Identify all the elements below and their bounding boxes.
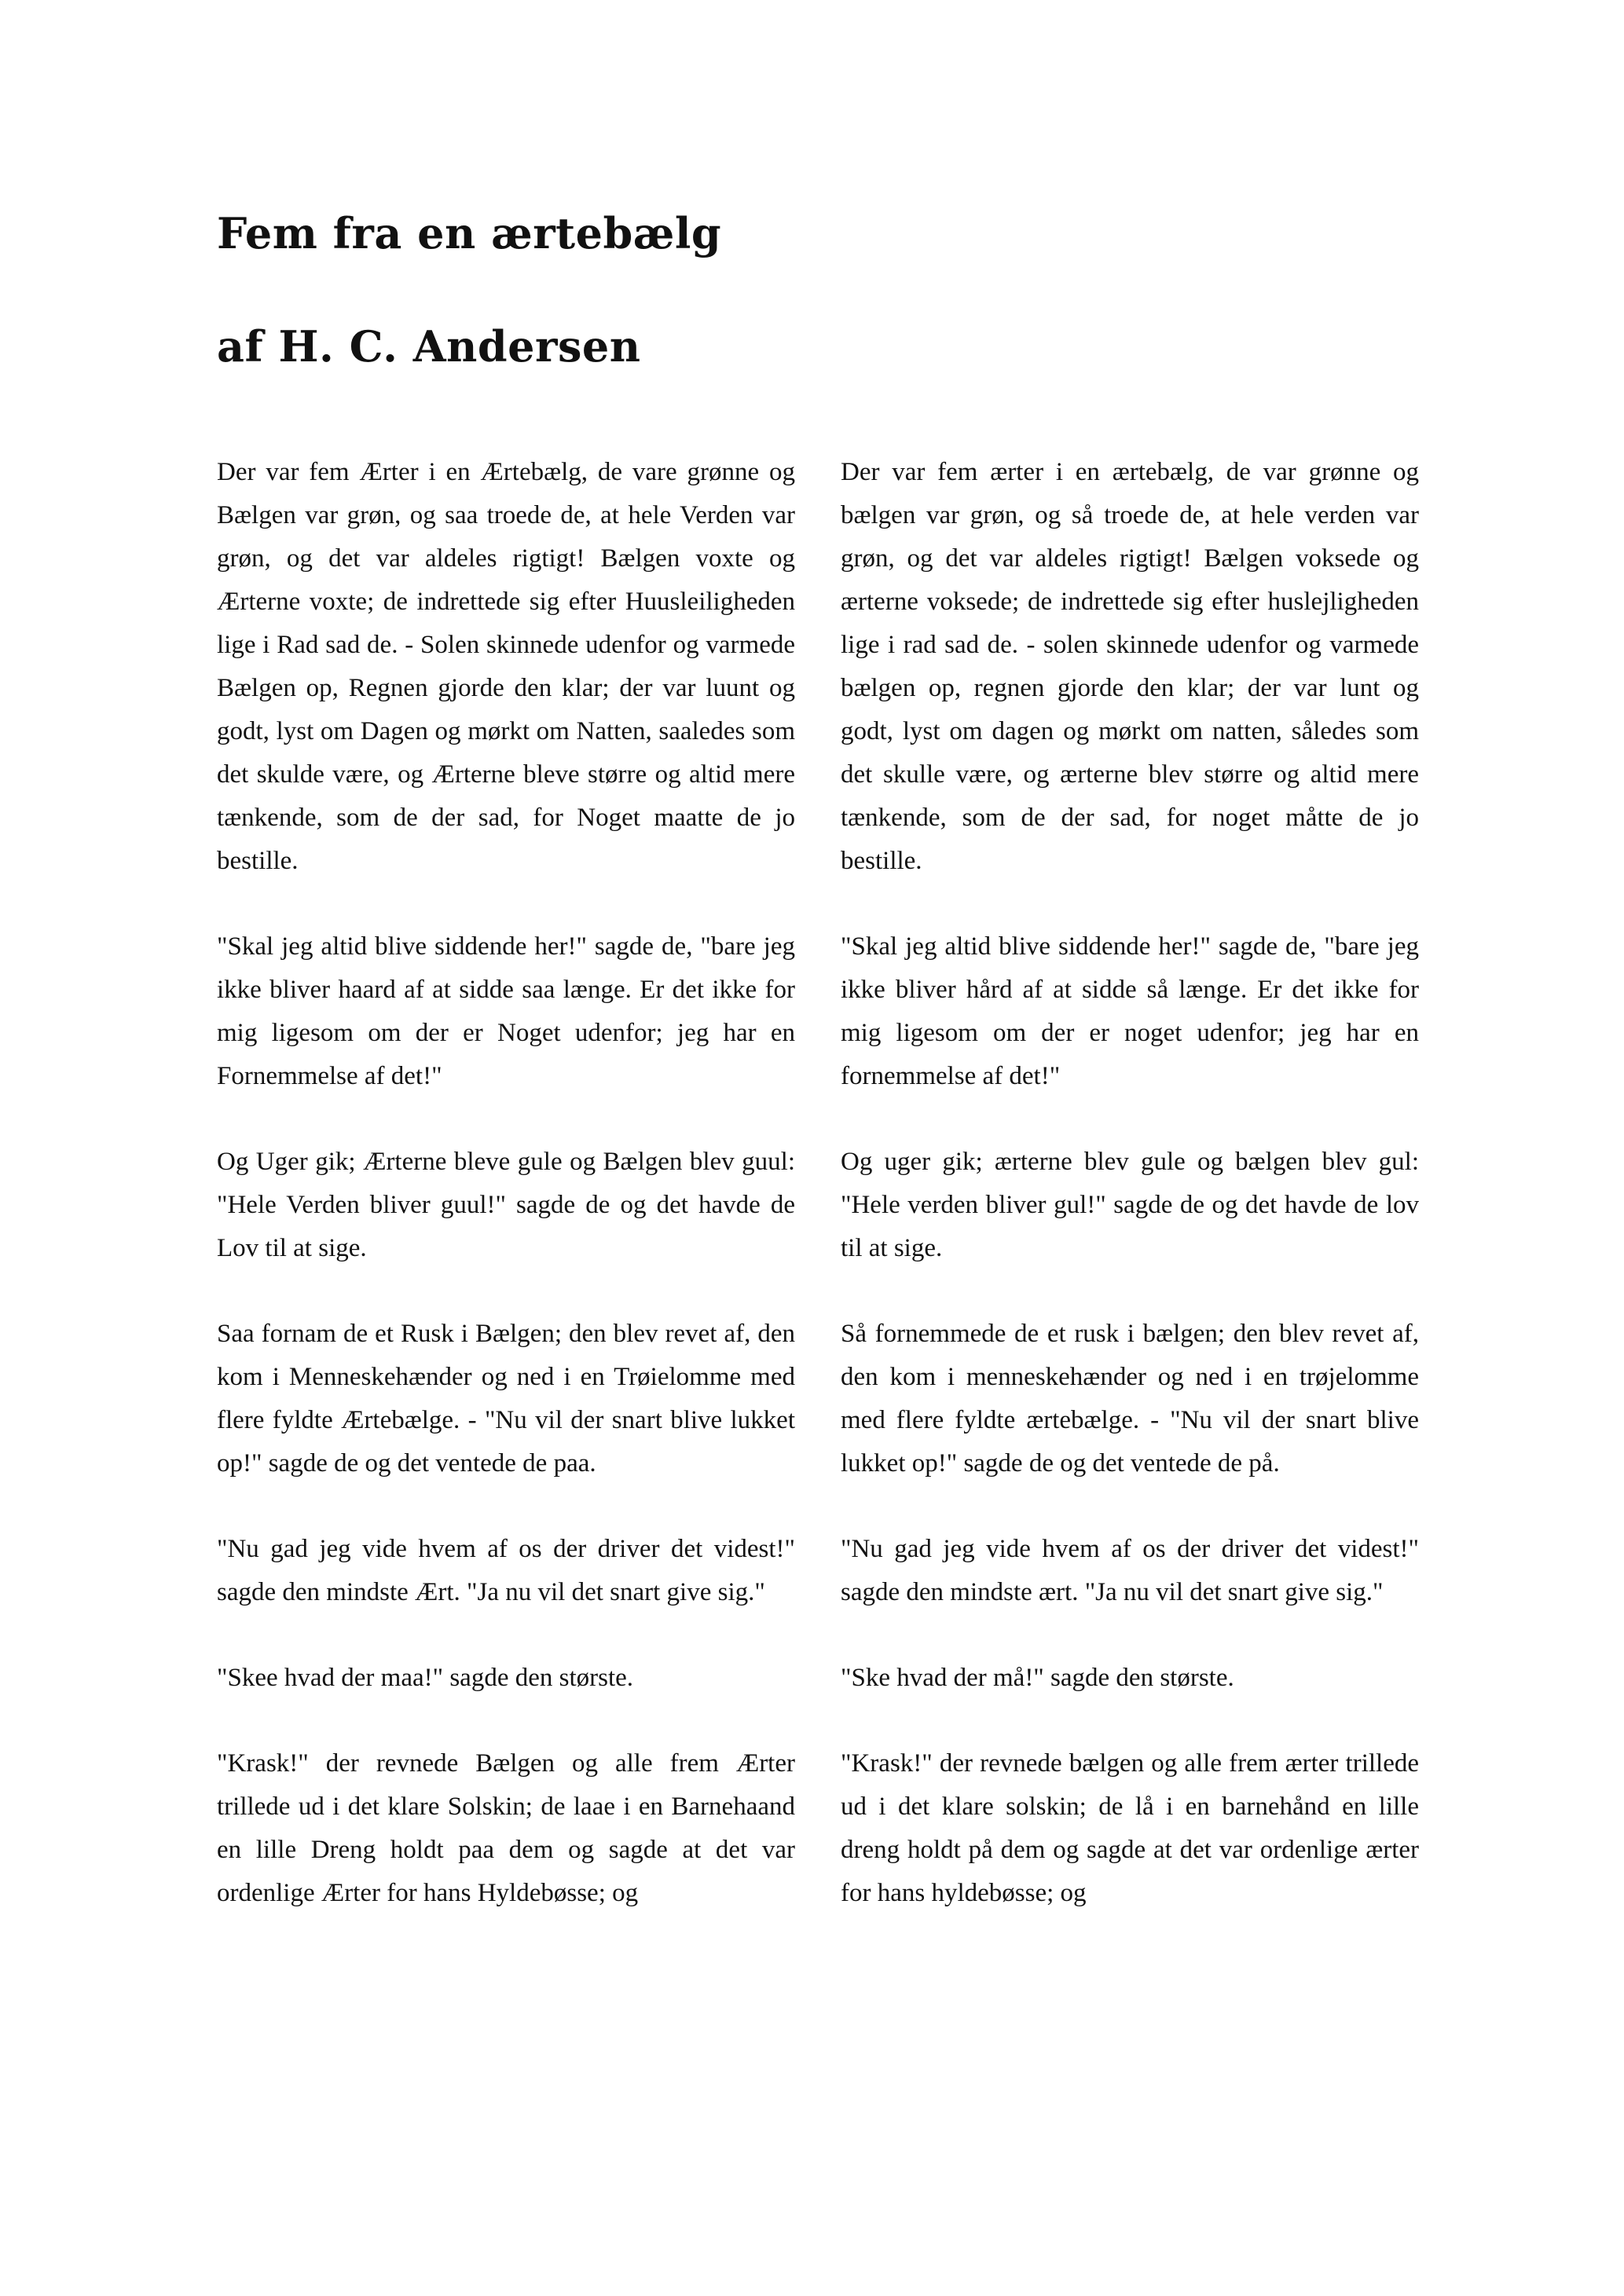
- left-paragraph-2: "Skal jeg altid blive siddende her!" sagde de, "bare jeg ikke bliver haard af at sidde saa længe. Er det ikke for mig ligesom om der er Noget udenfor; jeg har en Fornemmelse af det!": [217, 932, 795, 1090]
- left-paragraph-3: Og Uger gik; Ærterne bleve gule og Bælgen blev guul: "Hele Verden bliver guul!" sagde de og det havde de Lov til at sige.: [217, 1148, 795, 1262]
- right-paragraph-5: "Nu gad jeg vide hvem af os der driver det videst!" sagde den mindste ært. "Ja nu vil det snart give sig.": [841, 1535, 1419, 1606]
- right-column-modern-spelling: [841, 451, 1419, 1957]
- right-paragraph-7: "Krask!" der revnede bælgen og alle frem ærter trillede ud i det klare solskin; de lå i en barnehånd en lille dreng holdt på dem og sagde at det var ordenlige ærter for hans hyldebøsse; og: [841, 1749, 1419, 1907]
- left-paragraph-7: "Krask!" der revnede Bælgen og alle frem Ærter trillede ud i det klare Solskin; de laae i en Barnehaand en lille Dreng holdt paa dem og sagde at det var ordenlige Ærter for hans Hyldebøsse; og: [217, 1749, 795, 1907]
- right-paragraph-4: Så fornemmede de et rusk i bælgen; den blev revet af, den kom i menneskehænder og ned i en trøjelomme med flere fyldte ærtebælge. - "Nu vil der snart blive lukket op!" sagde de og det ventede de på.: [841, 1320, 1419, 1478]
- left-paragraph-1: Der var fem Ærter i en Ærtebælg, de vare grønne og Bælgen var grøn, og saa troede de, at hele Verden var grøn, og det var aldeles rigtigt! Bælgen voxte og Ærterne voxte; de indrettede sig efter Huusleiligheden lige i Rad sad de. - Solen skinnede udenfor og varmede Bælgen op, Regnen gjorde den klar; der var luunt og godt, lyst om Dagen og mørkt om Natten, saaledes som det skulde være, og Ærterne bleve større og altid mere tænkende, som de der sad, for Noget maatte de jo bestille.: [217, 458, 795, 875]
- left-paragraph-5: "Nu gad jeg vide hvem af os der driver det videst!" sagde den mindste Ært. "Ja nu vil det snart give sig.": [217, 1535, 795, 1606]
- right-paragraph-6: "Ske hvad der må!" sagde den største.: [841, 1664, 1234, 1692]
- right-paragraph-2: "Skal jeg altid blive siddende her!" sagde de, "bare jeg ikke bliver hård af at sidde så længe. Er det ikke for mig ligesom om der er noget udenfor; jeg har en fornemmelse af det!": [841, 932, 1419, 1090]
- right-paragraph-3: Og uger gik; ærterne blev gule og bælgen blev gul: "Hele verden bliver gul!" sagde de og det havde de lov til at sige.: [841, 1148, 1419, 1262]
- right-paragraph-1: Der var fem ærter i en ærtebælg, de var grønne og bælgen var grøn, og så troede de, at hele verden var grøn, og det var aldeles rigtigt! Bælgen voksede og ærterne voksede; de indrettede sig efter huslejligheden lige i rad sad de. - solen skinnede udenfor og varmede bælgen op, regnen gjorde den klar; der var lunt og godt, lyst om dagen og mørkt om natten, således som det skulle være, og ærterne blev større og altid mere tænkende, som de der sad, for noget måtte de jo bestille.: [841, 458, 1419, 875]
- author-line: af H. C. Andersen: [217, 321, 641, 372]
- left-paragraph-6: "Skee hvad der maa!" sagde den største.: [217, 1664, 634, 1692]
- left-paragraph-4: Saa fornam de et Rusk i Bælgen; den blev revet af, den kom i Menneskehænder og ned i en Trøielomme med flere fyldte Ærtebælge. - "Nu vil der snart blive lukket op!" sagde de og det ventede de paa.: [217, 1320, 795, 1478]
- left-column-old-spelling: [217, 451, 795, 1957]
- document-title: Fem fra en ærtebælg: [217, 208, 722, 258]
